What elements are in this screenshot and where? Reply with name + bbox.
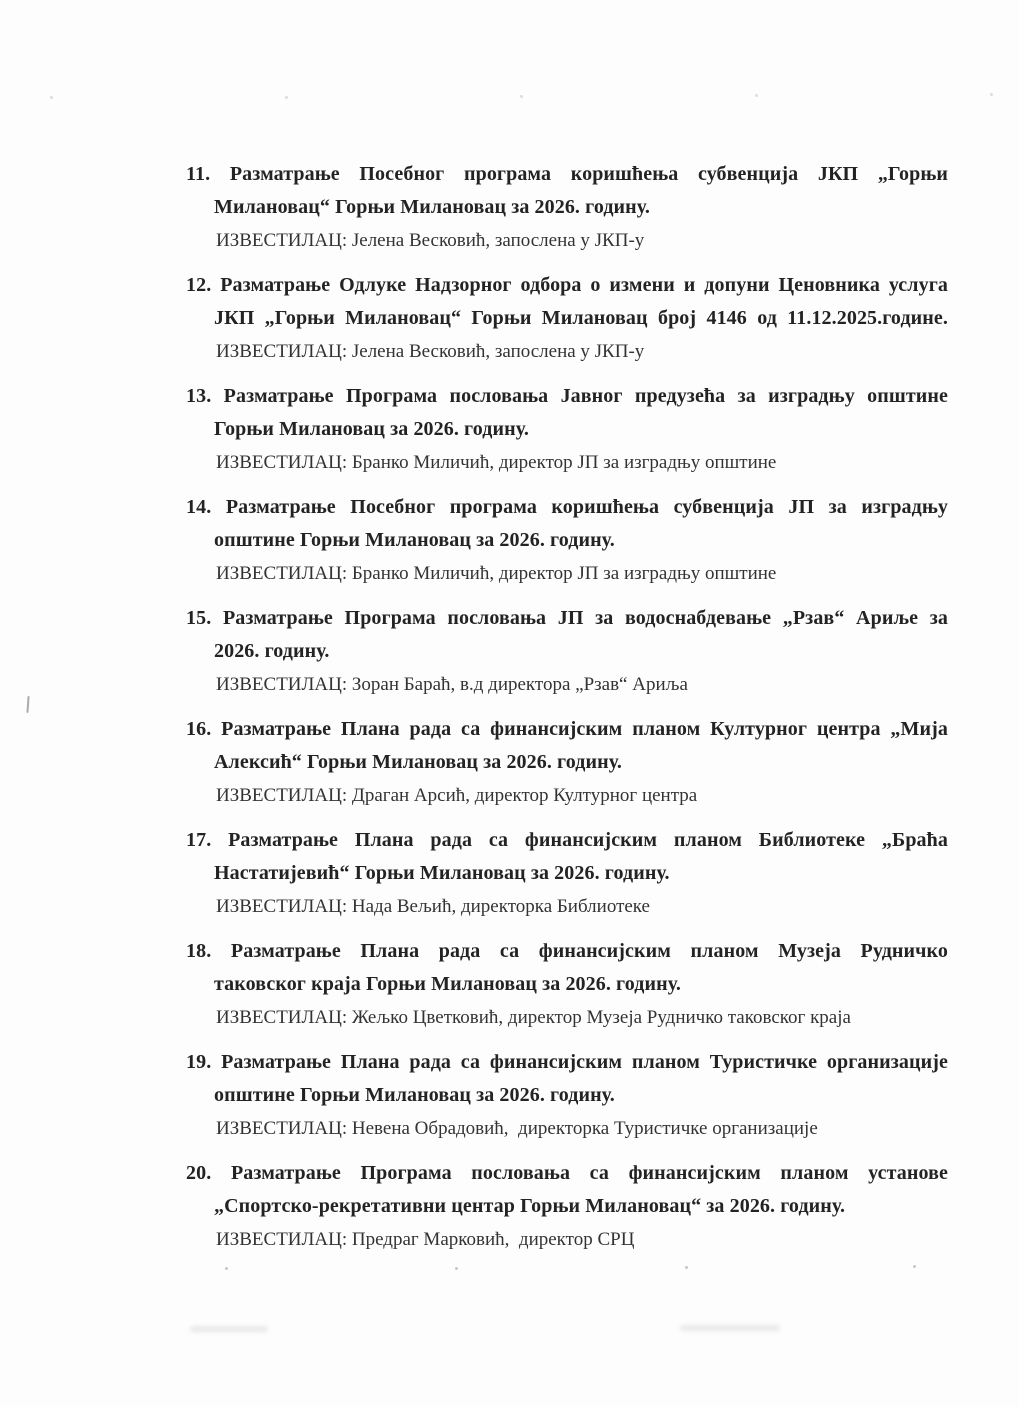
item-title-line-1: Разматрање Посебног програма коришћења субвенција ЈП за изградњу (225, 496, 948, 518)
agenda-item-13 (186, 380, 948, 479)
scan-speck (520, 95, 523, 98)
item-title-line-1: Разматрање Програма пословања са финансијским планом установе (230, 1162, 948, 1184)
item-reporter: ИЗВЕСТИЛАЦ: Јелена Весковић, запослена у ЈКП-у (216, 341, 645, 362)
scan-speck (225, 1267, 228, 1270)
scan-speck (913, 1265, 916, 1268)
agenda-item-18 (186, 935, 948, 1034)
item-reporter: ИЗВЕСТИЛАЦ: Бранко Миличић, директор ЈП за изградњу општине (216, 452, 777, 473)
item-number: 18. (186, 940, 212, 962)
scan-smudge (190, 1326, 268, 1332)
item-number: 16. (186, 718, 212, 740)
item-title-line-2: ЈКП „Горњи Милановац“ Горњи Милановац број 4146 од 11.12.2025.године. (214, 307, 948, 329)
margin-stray-mark (26, 696, 29, 713)
item-number: 19. (186, 1051, 212, 1073)
item-title-line-1: Разматрање Плана рада са финансијским планом Библиотеке „Браћа (228, 829, 948, 851)
item-number: 11. (186, 163, 211, 185)
item-title-line-1: Разматрање Плана рада са финансијским планом Музеја Рудничко (230, 940, 948, 962)
agenda-item-20 (186, 1157, 948, 1256)
item-title-line-1: Разматрање Плана рада са финансијским планом Туристичке организације (221, 1051, 948, 1073)
item-title-line-2: таковског краја Горњи Милановац за 2026. годину. (214, 973, 681, 995)
item-number: 15. (186, 607, 212, 629)
agenda-item-12 (186, 269, 948, 368)
item-title-line-2: 2026. годину. (214, 640, 330, 662)
agenda-item-16 (186, 713, 948, 812)
item-title-line-1: Разматрање Плана рада са финансијским планом Културног центра „Мија (221, 718, 948, 740)
item-reporter: ИЗВЕСТИЛАЦ: Жељко Цветковић, директор Музеја Рудничко таковског краја (216, 1007, 851, 1028)
agenda-item-14 (186, 491, 948, 590)
item-reporter: ИЗВЕСТИЛАЦ: Нада Вељић, директорка Библиотеке (216, 896, 650, 917)
scan-speck (685, 1266, 688, 1269)
agenda-item-17 (186, 824, 948, 923)
item-title-line-1: Разматрање Посебног програма коришћења субвенција ЈКП „Горњи (229, 163, 948, 185)
item-reporter: ИЗВЕСТИЛАЦ: Невена Обрадовић, директорка Туристичке организације (216, 1118, 818, 1139)
item-reporter: ИЗВЕСТИЛАЦ: Бранко Миличић, директор ЈП за изградњу општине (216, 563, 777, 584)
item-title-line-2: Милановац“ Горњи Милановац за 2026. годину. (214, 196, 650, 218)
item-reporter: ИЗВЕСТИЛАЦ: Драган Арсић, директор Културног центра (216, 785, 698, 806)
scan-speck (285, 96, 288, 99)
item-title-line-1: Разматрање Програма пословања ЈП за водоснабдевање „Рзав“ Ариље за (222, 607, 948, 629)
scan-speck (50, 96, 53, 99)
scan-speck (755, 94, 758, 97)
item-number: 17. (186, 829, 212, 851)
item-number: 20. (186, 1162, 212, 1184)
item-reporter: ИЗВЕСТИЛАЦ: Јелена Весковић, запослена у ЈКП-у (216, 230, 645, 251)
item-title-line-2: Настатијевић“ Горњи Милановац за 2026. годину. (214, 862, 670, 884)
scan-smudge (680, 1325, 780, 1331)
agenda-list (186, 158, 948, 1268)
item-number: 14. (186, 496, 212, 518)
item-title-line-1: Разматрање Програма пословања Јавног предузећа за изградњу општине (223, 385, 948, 407)
item-title-line-2: „Спортско-рекретативни центар Горњи Милановац“ за 2026. годину. (214, 1195, 846, 1217)
agenda-item-11 (186, 158, 948, 257)
scan-speck (455, 1267, 458, 1270)
item-number: 13. (186, 385, 212, 407)
item-reporter: ИЗВЕСТИЛАЦ: Зоран Бараћ, в.д директора „Рзав“ Ариља (216, 674, 688, 695)
agenda-item-15 (186, 602, 948, 701)
scan-speck (990, 93, 993, 96)
item-title-line-1: Разматрање Одлуке Надзорног одбора о измени и допуни Ценовника услуга (220, 274, 948, 296)
item-reporter: ИЗВЕСТИЛАЦ: Предраг Марковић, директор СРЦ (216, 1229, 635, 1250)
item-title-line-2: општине Горњи Милановац за 2026. годину. (214, 529, 615, 551)
agenda-item-19 (186, 1046, 948, 1145)
item-title-line-2: Алексић“ Горњи Милановац за 2026. годину. (214, 751, 622, 773)
item-title-line-2: Горњи Милановац за 2026. годину. (214, 418, 529, 440)
item-title-line-2: општине Горњи Милановац за 2026. годину. (214, 1084, 615, 1106)
item-number: 12. (186, 274, 212, 296)
